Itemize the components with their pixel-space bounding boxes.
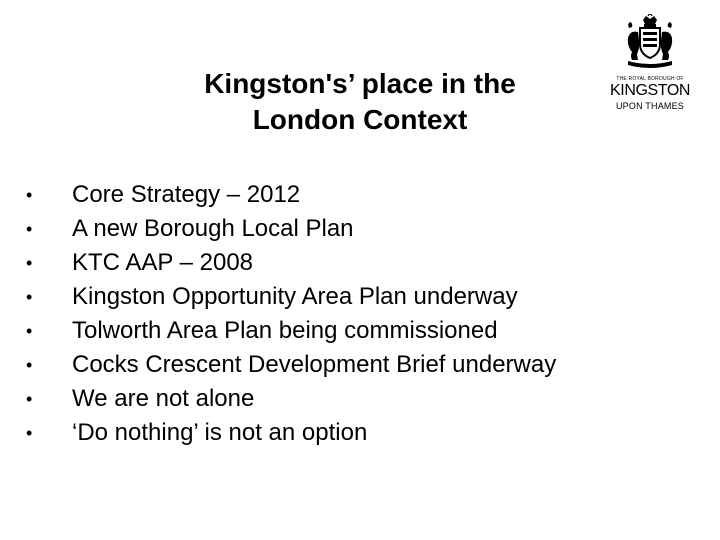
bullet-icon: •	[26, 423, 33, 443]
list-item	[26, 246, 556, 280]
bullet-icon: •	[26, 185, 33, 205]
bullet-text: A new Borough Local Plan	[72, 215, 354, 242]
bullet-text: KTC AAP – 2008	[72, 249, 254, 276]
title-line-1: Kingston's’ place in the	[204, 68, 516, 99]
list-item	[26, 314, 556, 348]
logo-sub-text: UPON THAMES	[615, 101, 685, 111]
bullet-icon: •	[26, 389, 33, 409]
kingston-logo	[610, 14, 690, 122]
bullet-text: Kingston Opportunity Area Plan underway	[72, 283, 518, 310]
bullet-text: Tolworth Area Plan being commissioned	[72, 317, 498, 344]
bullet-text: Cocks Crescent Development Brief underway	[72, 351, 557, 378]
bullet-text: We are not alone	[72, 385, 255, 412]
bullet-icon: •	[26, 321, 33, 341]
bullet-icon: •	[26, 253, 33, 273]
list-item	[26, 178, 556, 212]
slide-title	[120, 66, 600, 138]
bullet-text: ‘Do nothing’ is not an option	[72, 419, 368, 446]
bullet-list	[26, 178, 556, 450]
logo-small-text: THE ROYAL BOROUGH OF	[616, 76, 684, 82]
list-item	[26, 382, 556, 416]
bullet-text: Core Strategy – 2012	[72, 181, 301, 208]
list-item	[26, 416, 556, 450]
bullet-icon: •	[26, 219, 33, 239]
bullet-icon: •	[26, 287, 33, 307]
list-item	[26, 212, 556, 246]
logo-main-text: KINGSTON	[610, 82, 691, 99]
list-item	[26, 348, 556, 382]
title-line-2: London Context	[252, 104, 468, 135]
bullet-icon: •	[26, 355, 33, 375]
coat-of-arms-icon	[610, 14, 690, 74]
list-item	[26, 280, 556, 314]
